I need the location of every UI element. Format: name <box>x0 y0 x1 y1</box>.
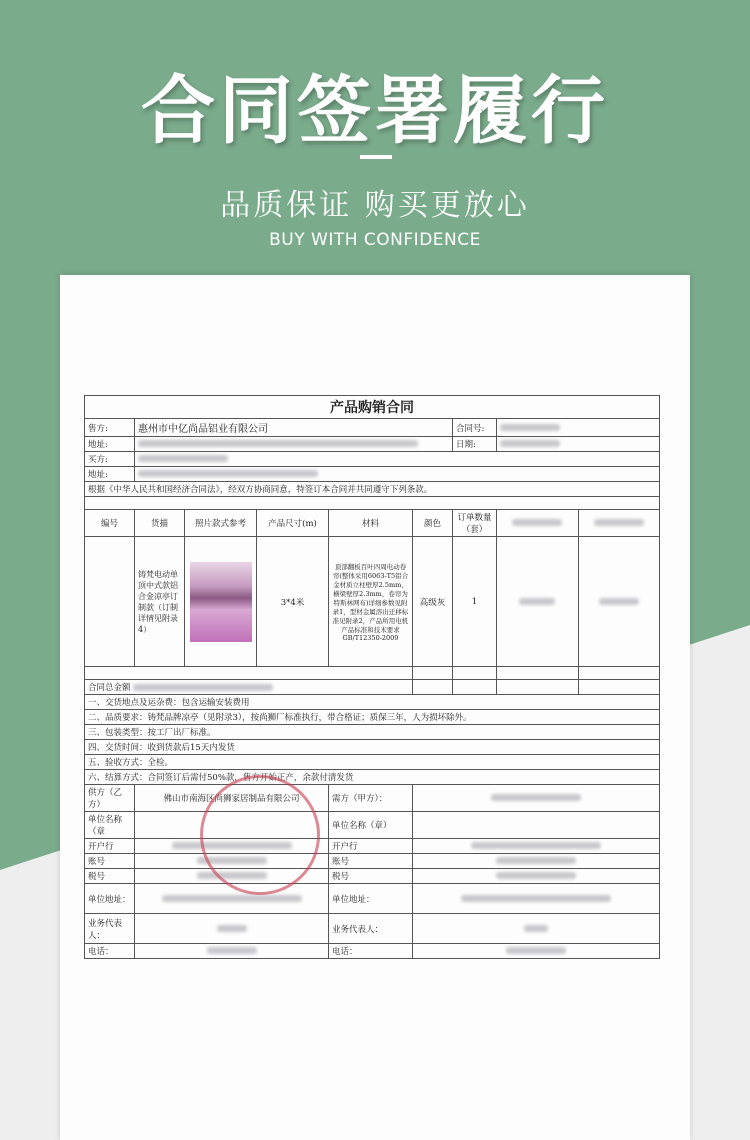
label: 买方: <box>85 452 135 467</box>
label: 业务代表人： <box>329 914 413 944</box>
label: 需方（甲方）： <box>329 785 413 812</box>
item-material: 顶部翻板百叶四周电动卷帘(整体采用6063-T5铝合金材质立柱壁厚2.5mm，横梁壁厚2.3mm，卷帘为特斯林网布)详细参数见附录1，型材金属溶出迁移标准见附录2，产品所用电机产品标准和技术要求GB/T12350-2009 <box>329 537 413 667</box>
term: 四、交货时间：收到货款后15天内发货 <box>85 740 660 755</box>
col-header: 订单数量（套） <box>453 510 497 537</box>
label: 地址: <box>85 467 135 482</box>
contract-table <box>84 395 660 959</box>
item-desc: 铸梵电动单顶中式款铝合金凉亭订制款（订制详情见附录4） <box>135 537 185 667</box>
col-header: 照片款式参考 <box>185 510 257 537</box>
label: 税号 <box>329 869 413 884</box>
label: 合同号: <box>453 419 497 437</box>
term: 三、包装类型：按工厂出厂标准。 <box>85 725 660 740</box>
page-title: 合同签署履行 <box>141 68 609 154</box>
label: 电话： <box>329 944 413 959</box>
item-size: 3*4米 <box>257 537 329 667</box>
preamble: 根据《中华人民共和国经济合同法》，经双方协商同意，特签订本合同并共同遵守下列条款。 <box>85 482 660 497</box>
subtitle: 品质保证 购买更放心 <box>220 188 530 223</box>
label: 单位名称（章 <box>85 812 135 839</box>
label: 开户行 <box>85 839 135 854</box>
col-header: 编号 <box>85 510 135 537</box>
term: 二、品质要求：铸梵品牌凉亭（见附录3），按尚狮厂标准执行，带合格证；质保三年，人为损坏除外。 <box>85 710 660 725</box>
term: 五、验收方式：全检。 <box>85 755 660 770</box>
term: 一、交货地点及运杂费：包含运输安装费用 <box>85 695 660 710</box>
label: 税号 <box>85 869 135 884</box>
term: 六、结算方式：合同签订后需付50%款，售方开始正产，余款付清发货 <box>85 770 660 785</box>
seller-name: 惠州市中亿尚品铝业有限公司 <box>135 419 453 437</box>
label: 账号 <box>329 854 413 869</box>
label: 账号 <box>85 854 135 869</box>
col-header: 颜色 <box>413 510 453 537</box>
col-header: 产品尺寸(m) <box>257 510 329 537</box>
total-label: 合同总金额 <box>88 683 131 693</box>
label: 单位地址： <box>329 884 413 914</box>
supplier-name: 佛山市南海区尚狮家居制品有限公司 <box>135 785 329 812</box>
label: 单位地址： <box>85 884 135 914</box>
label: 供方（乙方） <box>85 785 135 812</box>
divider <box>360 155 392 159</box>
company-seal <box>200 775 320 895</box>
label: 售方: <box>85 419 135 437</box>
label: 地址: <box>85 437 135 452</box>
subtitle-en: BUY WITH CONFIDENCE <box>269 230 481 250</box>
col-header: 货描 <box>135 510 185 537</box>
label: 日期: <box>453 437 497 452</box>
label: 开户行 <box>329 839 413 854</box>
col-header: 材料 <box>329 510 413 537</box>
contract-title: 产品购销合同 <box>85 396 660 419</box>
product-photo <box>190 562 252 642</box>
contract-document <box>60 275 690 1140</box>
item-color: 高级灰 <box>413 537 453 667</box>
label: 单位名称（章） <box>329 812 413 839</box>
label: 业务代表人： <box>85 914 135 944</box>
label: 电话： <box>85 944 135 959</box>
item-qty: 1 <box>453 537 497 667</box>
